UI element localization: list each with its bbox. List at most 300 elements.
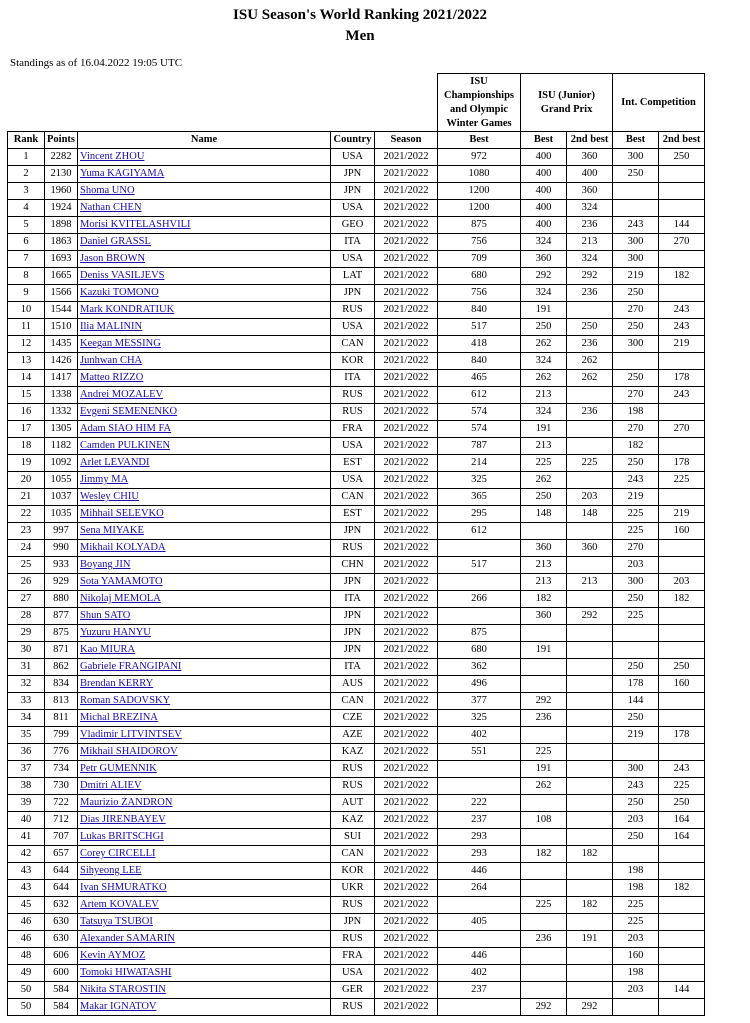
gp-2nd-cell: 236 <box>567 336 613 353</box>
championships-best-cell: 325 <box>438 710 521 727</box>
country-cell: CAN <box>331 693 375 710</box>
table-row <box>8 234 705 251</box>
ic-2nd-cell: 178 <box>659 727 705 744</box>
ic-2nd-cell: 250 <box>659 149 705 166</box>
championships-best-cell: 446 <box>438 863 521 880</box>
gp-2nd-cell <box>567 829 613 846</box>
country-cell: LAT <box>331 268 375 285</box>
championships-best-cell: 574 <box>438 421 521 438</box>
gp-best-cell: 324 <box>521 285 567 302</box>
skater-link[interactable]: Wesley CHIU <box>80 491 139 502</box>
ic-2nd-cell <box>659 540 705 557</box>
points-cell: 862 <box>45 659 78 676</box>
table-row <box>8 302 705 319</box>
gp-best-cell <box>521 982 567 999</box>
name-cell <box>78 659 331 676</box>
skater-link[interactable]: Nathan CHEN <box>80 202 142 213</box>
country-cell: AUS <box>331 676 375 693</box>
rank-cell: 12 <box>8 336 45 353</box>
table-row <box>8 166 705 183</box>
table-row <box>8 421 705 438</box>
ic-best-cell: 250 <box>613 370 659 387</box>
gp-2nd-cell <box>567 693 613 710</box>
country-cell: JPN <box>331 285 375 302</box>
ic-2nd-cell: 250 <box>659 795 705 812</box>
table-row <box>8 149 705 166</box>
rank-cell: 46 <box>8 914 45 931</box>
ic-2nd-cell: 182 <box>659 268 705 285</box>
ic-2nd-cell: 225 <box>659 778 705 795</box>
rank-cell: 4 <box>8 200 45 217</box>
ic-best-cell: 250 <box>613 795 659 812</box>
season-cell: 2021/2022 <box>375 387 438 404</box>
table-row <box>8 846 705 863</box>
gp-best-cell: 292 <box>521 268 567 285</box>
skater-link[interactable]: Deniss VASILJEVS <box>80 270 165 281</box>
country-cell: GEO <box>331 217 375 234</box>
ic-2nd-cell: 270 <box>659 421 705 438</box>
championships-best-cell: 680 <box>438 642 521 659</box>
season-cell: 2021/2022 <box>375 659 438 676</box>
points-cell: 1435 <box>45 336 78 353</box>
ic-best-cell: 198 <box>613 863 659 880</box>
skater-link[interactable]: Daniel GRASSL <box>80 236 151 247</box>
gp-2nd-cell <box>567 727 613 744</box>
points-cell: 1332 <box>45 404 78 421</box>
gp-best-cell: 292 <box>521 693 567 710</box>
name-cell <box>78 523 331 540</box>
skater-link[interactable]: Yuzuru HANYU <box>80 627 151 638</box>
gp-2nd-cell <box>567 948 613 965</box>
table-row <box>8 863 705 880</box>
season-cell: 2021/2022 <box>375 795 438 812</box>
country-cell: RUS <box>331 404 375 421</box>
skater-link[interactable]: Lukas BRITSCHGI <box>80 831 164 842</box>
points-cell: 1693 <box>45 251 78 268</box>
skater-link[interactable]: Artem KOVALEV <box>80 899 159 910</box>
ic-2nd-cell <box>659 863 705 880</box>
season-cell: 2021/2022 <box>375 710 438 727</box>
season-cell: 2021/2022 <box>375 829 438 846</box>
ic-2nd-cell: 243 <box>659 761 705 778</box>
skater-link[interactable]: Mihhail SELEVKO <box>80 508 164 519</box>
country-cell: JPN <box>331 166 375 183</box>
season-cell: 2021/2022 <box>375 523 438 540</box>
skater-link[interactable]: Adam SIAO HIM FA <box>80 423 172 434</box>
championships-best-cell: 237 <box>438 812 521 829</box>
season-cell: 2021/2022 <box>375 982 438 999</box>
gp-best-cell <box>521 914 567 931</box>
skater-link[interactable]: Junhwan CHA <box>80 355 143 366</box>
ic-2nd-cell: 243 <box>659 302 705 319</box>
name-cell <box>78 200 331 217</box>
table-row <box>8 319 705 336</box>
gp-2nd-cell <box>567 557 613 574</box>
gp-best-cell: 182 <box>521 591 567 608</box>
skater-link[interactable]: Jason BROWN <box>80 253 146 264</box>
gp-2nd-cell <box>567 812 613 829</box>
country-cell: RUS <box>331 540 375 557</box>
gp-2nd-cell <box>567 387 613 404</box>
table-row <box>8 625 705 642</box>
skater-link[interactable]: Vladimir LITVINTSEV <box>80 729 182 740</box>
season-cell: 2021/2022 <box>375 540 438 557</box>
table-row <box>8 829 705 846</box>
country-cell: JPN <box>331 608 375 625</box>
skater-link[interactable]: Arlet LEVANDI <box>80 457 150 468</box>
gp-best-cell <box>521 880 567 897</box>
gp-best-cell <box>521 523 567 540</box>
skater-link[interactable]: Boyang JIN <box>80 559 131 570</box>
group-int-competition: Int. Competition <box>613 74 705 132</box>
name-cell <box>78 404 331 421</box>
skater-link[interactable]: Sihyeong LEE <box>80 865 142 876</box>
ic-best-cell: 300 <box>613 149 659 166</box>
season-cell: 2021/2022 <box>375 863 438 880</box>
ic-best-cell <box>613 744 659 761</box>
gp-2nd-cell <box>567 863 613 880</box>
skater-link[interactable]: Corey CIRCELLI <box>80 848 156 859</box>
gp-2nd-cell: 360 <box>567 540 613 557</box>
points-cell: 1092 <box>45 455 78 472</box>
skater-link[interactable]: Mikhail SHAIDOROV <box>80 746 178 757</box>
name-cell <box>78 472 331 489</box>
season-cell: 2021/2022 <box>375 302 438 319</box>
season-cell: 2021/2022 <box>375 574 438 591</box>
skater-link[interactable]: Mark KONDRATIUK <box>80 304 175 315</box>
season-cell: 2021/2022 <box>375 914 438 931</box>
points-cell: 657 <box>45 846 78 863</box>
ic-2nd-cell: 178 <box>659 370 705 387</box>
skater-link[interactable]: Morisi KVITELASHVILI <box>80 219 191 230</box>
rank-cell: 19 <box>8 455 45 472</box>
skater-link[interactable]: Vincent ZHOU <box>80 151 145 162</box>
championships-best-cell: 402 <box>438 965 521 982</box>
season-cell: 2021/2022 <box>375 370 438 387</box>
championships-best-cell: 875 <box>438 625 521 642</box>
name-cell <box>78 234 331 251</box>
country-cell: USA <box>331 319 375 336</box>
skater-link[interactable]: Keegan MESSING <box>80 338 161 349</box>
ic-2nd-cell: 250 <box>659 659 705 676</box>
col-name: Name <box>78 132 331 149</box>
skater-link[interactable]: Kevin AYMOZ <box>80 950 146 961</box>
points-cell: 644 <box>45 863 78 880</box>
ic-2nd-cell <box>659 608 705 625</box>
ic-2nd-cell: 144 <box>659 217 705 234</box>
gp-best-cell: 191 <box>521 642 567 659</box>
table-row <box>8 880 705 897</box>
championships-best-cell: 325 <box>438 472 521 489</box>
gp-2nd-cell: 262 <box>567 370 613 387</box>
ic-best-cell: 243 <box>613 472 659 489</box>
season-cell: 2021/2022 <box>375 693 438 710</box>
ic-2nd-cell <box>659 251 705 268</box>
country-cell: ITA <box>331 591 375 608</box>
points-cell: 730 <box>45 778 78 795</box>
skater-link[interactable]: Dias JIRENBAYEV <box>80 814 166 825</box>
table-row <box>8 404 705 421</box>
rank-cell: 34 <box>8 710 45 727</box>
skater-link[interactable]: Kao MIURA <box>80 644 136 655</box>
skater-link[interactable]: Andrei MOZALEV <box>80 389 164 400</box>
rank-cell: 7 <box>8 251 45 268</box>
table-row <box>8 472 705 489</box>
gp-2nd-cell: 182 <box>567 897 613 914</box>
col-gp-best: Best <box>521 132 567 149</box>
championships-best-cell: 551 <box>438 744 521 761</box>
gp-2nd-cell: 292 <box>567 608 613 625</box>
season-cell: 2021/2022 <box>375 251 438 268</box>
season-cell: 2021/2022 <box>375 744 438 761</box>
skater-link[interactable]: Michal BREZINA <box>80 712 158 723</box>
ic-best-cell: 219 <box>613 489 659 506</box>
season-cell: 2021/2022 <box>375 472 438 489</box>
season-cell: 2021/2022 <box>375 812 438 829</box>
name-cell <box>78 574 331 591</box>
rank-cell: 5 <box>8 217 45 234</box>
ic-best-cell: 250 <box>613 319 659 336</box>
points-cell: 1960 <box>45 183 78 200</box>
gp-2nd-cell: 360 <box>567 149 613 166</box>
gp-best-cell: 191 <box>521 761 567 778</box>
points-cell: 734 <box>45 761 78 778</box>
ranking-table <box>7 73 705 1016</box>
ic-best-cell: 250 <box>613 591 659 608</box>
championships-best-cell: 222 <box>438 795 521 812</box>
country-cell: JPN <box>331 625 375 642</box>
skater-link[interactable]: Shoma UNO <box>80 185 135 196</box>
gp-best-cell: 360 <box>521 608 567 625</box>
table-row <box>8 540 705 557</box>
gp-2nd-cell <box>567 795 613 812</box>
gp-2nd-cell <box>567 472 613 489</box>
championships-best-cell: 875 <box>438 217 521 234</box>
gp-2nd-cell <box>567 676 613 693</box>
name-cell <box>78 829 331 846</box>
ic-best-cell: 203 <box>613 557 659 574</box>
gp-best-cell: 324 <box>521 234 567 251</box>
gp-2nd-cell <box>567 659 613 676</box>
rank-cell: 49 <box>8 965 45 982</box>
ic-2nd-cell <box>659 948 705 965</box>
gp-2nd-cell: 191 <box>567 931 613 948</box>
skater-link[interactable]: Yuma KAGIYAMA <box>80 168 165 179</box>
gp-best-cell: 360 <box>521 540 567 557</box>
ic-best-cell <box>613 353 659 370</box>
ic-2nd-cell <box>659 693 705 710</box>
ic-best-cell: 270 <box>613 421 659 438</box>
rank-cell: 40 <box>8 812 45 829</box>
table-row <box>8 999 705 1016</box>
gp-2nd-cell <box>567 710 613 727</box>
skater-link[interactable]: Ivan SHMURATKO <box>80 882 167 893</box>
season-cell: 2021/2022 <box>375 353 438 370</box>
rank-cell: 30 <box>8 642 45 659</box>
skater-link[interactable]: Mikhail KOLYADA <box>80 542 166 553</box>
name-cell <box>78 540 331 557</box>
name-cell <box>78 166 331 183</box>
ic-best-cell: 250 <box>613 285 659 302</box>
rank-cell: 36 <box>8 744 45 761</box>
ic-best-cell: 243 <box>613 217 659 234</box>
country-cell: KAZ <box>331 744 375 761</box>
gp-best-cell: 400 <box>521 183 567 200</box>
name-cell <box>78 693 331 710</box>
season-cell: 2021/2022 <box>375 319 438 336</box>
skater-link[interactable]: Roman SADOVSKY <box>80 695 171 706</box>
name-cell <box>78 268 331 285</box>
ic-best-cell: 300 <box>613 761 659 778</box>
rank-cell: 6 <box>8 234 45 251</box>
col-ic-best: Best <box>613 132 659 149</box>
gp-best-cell: 360 <box>521 251 567 268</box>
gp-best-cell <box>521 829 567 846</box>
table-body <box>8 149 705 1016</box>
country-cell: USA <box>331 965 375 982</box>
col-country: Country <box>331 132 375 149</box>
rank-cell: 45 <box>8 897 45 914</box>
skater-link[interactable]: Alexander SAMARIN <box>80 933 175 944</box>
gp-2nd-cell <box>567 302 613 319</box>
skater-link[interactable]: Kazuki TOMONO <box>80 287 159 298</box>
ic-2nd-cell: 160 <box>659 676 705 693</box>
skater-link[interactable]: Matteo RIZZO <box>80 372 144 383</box>
ic-best-cell: 225 <box>613 897 659 914</box>
gp-best-cell: 191 <box>521 421 567 438</box>
country-cell: FRA <box>331 421 375 438</box>
skater-link[interactable]: Tatsuya TSUBOI <box>80 916 153 927</box>
season-cell: 2021/2022 <box>375 608 438 625</box>
skater-link[interactable]: Petr GUMENNIK <box>80 763 157 774</box>
championships-best-cell: 418 <box>438 336 521 353</box>
championships-best-cell <box>438 778 521 795</box>
col-ic-2nd: 2nd best <box>659 132 705 149</box>
country-cell: USA <box>331 251 375 268</box>
skater-link[interactable]: Dmitri ALIEV <box>80 780 142 791</box>
rank-cell: 43 <box>8 863 45 880</box>
points-cell: 1338 <box>45 387 78 404</box>
skater-link[interactable]: Nikita STAROSTIN <box>80 984 166 995</box>
name-cell <box>78 489 331 506</box>
points-cell: 1426 <box>45 353 78 370</box>
name-cell <box>78 319 331 336</box>
rank-cell: 29 <box>8 625 45 642</box>
skater-link[interactable]: Gabriele FRANGIPANI <box>80 661 182 672</box>
skater-link[interactable]: Sena MIYAKE <box>80 525 144 536</box>
championships-best-cell: 214 <box>438 455 521 472</box>
championships-best-cell: 402 <box>438 727 521 744</box>
championships-best-cell: 405 <box>438 914 521 931</box>
gp-best-cell: 262 <box>521 336 567 353</box>
country-cell: KAZ <box>331 812 375 829</box>
points-cell: 929 <box>45 574 78 591</box>
gp-2nd-cell: 400 <box>567 166 613 183</box>
skater-link[interactable]: Sota YAMAMOTO <box>80 576 163 587</box>
gp-best-cell <box>521 795 567 812</box>
ic-2nd-cell: 164 <box>659 812 705 829</box>
points-cell: 877 <box>45 608 78 625</box>
season-cell: 2021/2022 <box>375 591 438 608</box>
skater-link[interactable]: Tomoki HIWATASHI <box>80 967 172 978</box>
table-row <box>8 217 705 234</box>
country-cell: JPN <box>331 574 375 591</box>
championships-best-cell: 972 <box>438 149 521 166</box>
name-cell <box>78 438 331 455</box>
ic-best-cell: 182 <box>613 438 659 455</box>
table-row <box>8 965 705 982</box>
country-cell: ITA <box>331 370 375 387</box>
name-cell <box>78 880 331 897</box>
skater-link[interactable]: Maurizio ZANDRON <box>80 797 173 808</box>
points-cell: 1305 <box>45 421 78 438</box>
gp-2nd-cell: 148 <box>567 506 613 523</box>
country-cell: CZE <box>331 710 375 727</box>
gp-best-cell: 400 <box>521 217 567 234</box>
championships-best-cell <box>438 999 521 1016</box>
skater-link[interactable]: Ilia MALININ <box>80 321 143 332</box>
name-cell <box>78 455 331 472</box>
standings-date: Standings as of 16.04.2022 19:05 UTC <box>10 57 183 69</box>
points-cell: 1863 <box>45 234 78 251</box>
gp-2nd-cell: 236 <box>567 404 613 421</box>
championships-best-cell: 1080 <box>438 166 521 183</box>
skater-link[interactable]: Camden PULKINEN <box>80 440 171 451</box>
ic-2nd-cell: 243 <box>659 319 705 336</box>
table-row <box>8 608 705 625</box>
gp-2nd-cell: 203 <box>567 489 613 506</box>
country-cell: USA <box>331 472 375 489</box>
rank-cell: 2 <box>8 166 45 183</box>
championships-best-cell: 756 <box>438 234 521 251</box>
gp-2nd-cell <box>567 761 613 778</box>
points-cell: 1898 <box>45 217 78 234</box>
gp-best-cell: 400 <box>521 200 567 217</box>
rank-cell: 28 <box>8 608 45 625</box>
country-cell: RUS <box>331 387 375 404</box>
skater-link[interactable]: Nikolaj MEMOLA <box>80 593 161 604</box>
table-row <box>8 795 705 812</box>
country-cell: JPN <box>331 183 375 200</box>
gp-best-cell: 324 <box>521 353 567 370</box>
ic-best-cell: 270 <box>613 302 659 319</box>
championships-best-cell <box>438 761 521 778</box>
name-cell <box>78 506 331 523</box>
championships-best-cell: 377 <box>438 693 521 710</box>
skater-link[interactable]: Evgeni SEMENENKO <box>80 406 178 417</box>
ic-2nd-cell: 219 <box>659 336 705 353</box>
season-cell: 2021/2022 <box>375 778 438 795</box>
table-row <box>8 744 705 761</box>
gp-best-cell: 213 <box>521 387 567 404</box>
country-cell: KOR <box>331 863 375 880</box>
gp-2nd-cell <box>567 744 613 761</box>
season-cell: 2021/2022 <box>375 183 438 200</box>
country-cell: JPN <box>331 914 375 931</box>
ic-2nd-cell <box>659 914 705 931</box>
championships-best-cell: 1200 <box>438 200 521 217</box>
table-row <box>8 812 705 829</box>
skater-link[interactable]: Jimmy MA <box>80 474 129 485</box>
skater-link[interactable]: Makar IGNATOV <box>80 1001 157 1012</box>
table-row <box>8 251 705 268</box>
rank-cell: 21 <box>8 489 45 506</box>
country-cell: FRA <box>331 948 375 965</box>
name-cell <box>78 149 331 166</box>
skater-link[interactable]: Brendan KERRY <box>80 678 154 689</box>
gp-2nd-cell <box>567 438 613 455</box>
skater-link[interactable]: Shun SATO <box>80 610 131 621</box>
